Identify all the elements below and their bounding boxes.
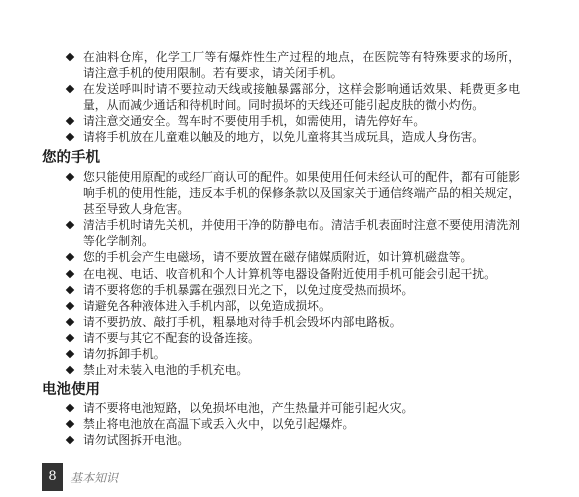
item-text-line: 等化学制剂。 [83, 234, 154, 249]
item-text-line: 请不要与其它不配套的设备连接。 [83, 330, 260, 345]
item-text-line: 您只能使用原配的或经厂商认可的配件。如果使用任何未经认可的配件，都有可能影 [83, 170, 520, 184]
diamond-bullet-icon [66, 85, 74, 93]
item-text-line: 您的手机会产生电磁场，请不要放置在磁存储媒质附近，如计算机磁盘等。 [83, 250, 473, 265]
item-text-line: 请将手机放在儿童难以触及的地方，以免儿童将其当成玩具，造成人身伤害。 [83, 130, 485, 145]
item-text-line: 禁止对未装入电池的手机充电。 [83, 363, 249, 378]
diamond-bullet-icon [66, 253, 74, 261]
diamond-bullet-icon [66, 420, 74, 428]
bullet-item [0, 346, 579, 362]
bullet-item [0, 129, 579, 145]
item-text-line: 请勿拆卸手机。 [83, 347, 166, 362]
diamond-bullet-icon [66, 318, 74, 326]
item-text-line: 在油料仓库，化学工厂等有爆炸性生产过程的地点，在医院等有特殊要求的场所， [83, 50, 520, 64]
item-text-line: 甚至导致人身危害。 [83, 202, 190, 217]
diamond-bullet-icon [66, 117, 74, 125]
bullet-item [0, 314, 579, 330]
item-text-line: 响手机的使用性能，违反本手机的保修条款以及国家关于通信终端产品的相关规定， [83, 186, 520, 201]
diamond-bullet-icon [66, 53, 74, 61]
bullet-item [0, 416, 579, 432]
diamond-bullet-icon [66, 269, 74, 277]
bullet-item [0, 249, 579, 265]
section-heading-battery: 电池使用 [42, 382, 100, 398]
bullet-item [0, 298, 579, 314]
diamond-bullet-icon [66, 285, 74, 293]
bullet-item [0, 400, 579, 416]
item-text-line: 量，从而减少通话和待机时间。同时损坏的天线还可能引起皮肤的微小灼伤。 [83, 98, 485, 113]
diamond-bullet-icon [66, 133, 74, 141]
item-text-line: 请不要将电池短路，以免损坏电池，产生热量并可能引起火灾。 [83, 401, 414, 415]
footer-section-label: 基本知识 [70, 471, 119, 485]
bullet-item [0, 49, 579, 81]
bullet-item [0, 362, 579, 378]
bullet-item [0, 432, 579, 448]
item-text-line: 请注意手机的使用限制。若有要求，请关闭手机。 [83, 66, 343, 81]
phone-bullet-list [0, 169, 579, 378]
page-number-tab [42, 463, 63, 491]
bullet-item [0, 217, 579, 249]
diamond-bullet-icon [66, 436, 74, 444]
bullet-item [0, 266, 579, 282]
section-heading-phone: 您的手机 [42, 150, 100, 166]
bullet-item [0, 330, 579, 346]
item-text-line: 禁止将电池放在高温下或丢入火中，以免引起爆炸。 [83, 417, 355, 432]
diamond-bullet-icon [66, 302, 74, 310]
item-text-line: 清洁手机时请先关机，并使用干净的防静电布。清洁手机表面时注意不要使用清洗剂 [83, 218, 520, 233]
item-text-line: 在电视、电话、收音机和个人计算机等电器设备附近使用手机可能会引起干扰。 [83, 266, 496, 281]
item-text-line: 请避免各种液体进入手机内部，以免造成损坏。 [83, 298, 331, 313]
diamond-bullet-icon [66, 221, 74, 229]
item-text-line: 请勿试图拆开电池。 [83, 433, 190, 448]
bullet-item [0, 169, 579, 217]
bullet-item [0, 282, 579, 298]
bullet-item [0, 81, 579, 113]
diamond-bullet-icon [66, 404, 74, 412]
battery-bullet-list [0, 400, 579, 448]
intro-bullet-list [0, 49, 579, 146]
diamond-bullet-icon [66, 366, 74, 374]
item-text-line: 在发送呼叫时请不要拉动天线或接触暴露部分，这样会影响通话效果、耗费更多电 [83, 82, 520, 97]
bullet-item [0, 113, 579, 129]
page-number: 8 [48, 469, 57, 484]
diamond-bullet-icon [66, 173, 74, 181]
item-text-line: 请注意交通安全。驾车时不要使用手机，如需使用，请先停好车。 [83, 114, 426, 129]
diamond-bullet-icon [66, 334, 74, 342]
diamond-bullet-icon [66, 350, 74, 358]
item-text-line: 请不要扔放、敲打手机，粗暴地对待手机会毁坏内部电路板。 [83, 314, 402, 329]
item-text-line: 请不要将您的手机暴露在强烈日光之下，以免过度受热而损坏。 [83, 282, 414, 297]
